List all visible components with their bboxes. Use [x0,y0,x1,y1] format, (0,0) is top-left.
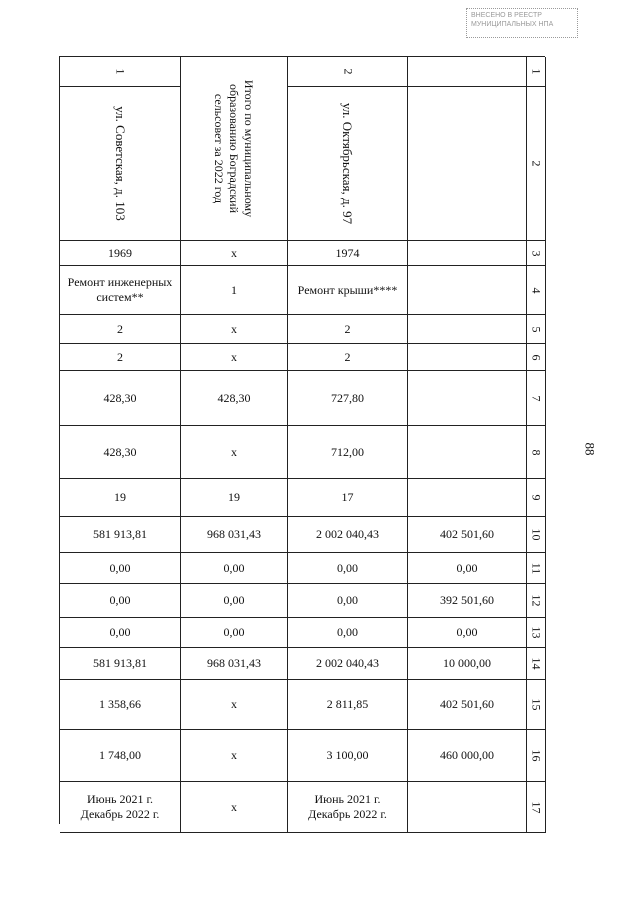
cell-value: 0,00 [109,593,131,607]
table-cell [408,553,527,584]
table-cell [408,782,527,833]
page-number: 88 [582,442,598,456]
table-cell [288,371,408,426]
cell-value: х [231,799,237,814]
table-cell [408,371,527,426]
table-cell [408,584,527,618]
cell-line: систем** [96,290,144,304]
col-2-header [212,80,257,217]
table-cell [181,344,288,371]
row-index-cell [527,266,546,315]
row-index-cell [527,782,546,833]
row-index-cell [527,648,546,680]
row-index: 13 [529,626,544,639]
table-cell [181,618,288,648]
table-cell [60,782,181,833]
cell-value: 0,00 [456,560,478,575]
stamp-line-2: МУНИЦИПАЛЬНЫХ НПА [471,21,554,28]
cell-value: 0,00 [337,593,358,607]
table-cell [408,730,527,782]
registry-stamp [466,8,578,38]
table-cell [60,730,181,782]
index-header: 2 [529,160,544,167]
col-1-header: ул. Советская, д. 103 [112,106,128,221]
cell-value: 0,00 [223,593,245,607]
cell-multiline [308,792,387,822]
row-index-cell [527,584,546,618]
table-cell [288,344,408,371]
table-cell [288,618,408,648]
table-cell [288,553,408,584]
cell-value: 19 [114,490,126,504]
table-cell [181,553,288,584]
table-cell [288,782,408,833]
col-3-header-cell [288,87,408,241]
row-index-cell [527,553,546,584]
cell-value: х [231,697,237,711]
cell-value: 2 811,85 [326,697,369,711]
table-cell [288,426,408,479]
row-index-cell [527,479,546,517]
data-table [59,56,545,824]
table-cell [181,648,288,680]
table-cell [288,680,408,730]
row-index: 14 [529,657,544,670]
table-cell [181,241,288,266]
table-cell [181,517,288,553]
row-index: 17 [529,801,544,813]
table-cell [288,584,408,618]
row-index: 7 [529,395,544,401]
cell-value: 402 501,60 [440,697,494,711]
cell-value: 2 002 040,43 [316,656,379,670]
index-top: 1 [529,68,544,75]
row-index-cell [527,241,546,266]
cell-value: х [231,444,237,459]
table-cell [60,680,181,730]
table-cell [408,618,527,648]
cell-line: Ремонт инженерных [67,275,173,289]
row-index: 4 [529,287,544,293]
cell-line: Декабрь 2022 г. [80,807,160,821]
table-cell [60,517,181,553]
cell-value: 2 [344,349,351,364]
row-index: 10 [529,528,544,541]
cell-value: 392 501,60 [440,593,494,607]
cell-value: х [231,321,237,336]
cell-value: х [231,245,237,260]
table-cell [408,479,527,517]
table-cell [408,315,527,344]
cell-value: 712,00 [331,444,364,459]
table-cell [288,648,408,680]
cell-value: 10 000,00 [443,656,491,670]
table-cell [288,517,408,553]
table-cell [181,782,288,833]
cell-value: 428,30 [217,390,251,405]
cell-value: 581 913,81 [93,527,147,541]
cell-value: 1 748,00 [99,748,141,762]
table-cell [408,266,527,315]
table-cell [60,584,181,618]
col-3-number: 2 [341,68,355,75]
table-cell [288,479,408,517]
row-index-cell [527,371,546,426]
cell-value: 17 [341,490,354,504]
table-cell [288,241,408,266]
cell-value: 581 913,81 [93,656,147,670]
row-index: 3 [529,250,544,256]
cell-value: 1974 [335,245,360,260]
row-index: 12 [529,594,544,607]
row-index-cell [527,517,546,553]
cell-value: 0,00 [223,560,245,575]
cell-multiline [81,792,160,822]
table-cell [181,315,288,344]
col-1-number: 1 [113,68,128,75]
table-cell [60,618,181,648]
cell-value: 402 501,60 [440,527,494,541]
table-cell [408,517,527,553]
row-index: 16 [529,749,544,762]
row-index-cell [527,618,546,648]
cell-value: 0,00 [337,560,358,575]
cell-value: 2 [344,321,351,336]
table-cell [408,680,527,730]
index-top-cell [527,57,546,87]
table-cell [60,426,181,479]
table-cell [181,426,288,479]
cell-value: 2 [117,321,123,336]
table-cell [288,730,408,782]
cell-multiline [68,275,173,305]
row-index: 9 [529,494,544,501]
table-cell [60,344,181,371]
table-cell [288,266,408,315]
table-cell [60,315,181,344]
row-index: 6 [529,354,544,360]
table-cell [60,371,181,426]
row-index: 11 [529,562,544,574]
table-cell [408,648,527,680]
cell-value: 1 358,66 [99,697,141,711]
cell-value: 19 [228,490,240,504]
table-cell [60,648,181,680]
cell-value: х [231,349,237,364]
table-cell [408,426,527,479]
table-cell [181,266,288,315]
cell-value: Ремонт крыши**** [297,282,398,297]
index-header-cell [527,87,546,241]
col-2-header-line-3: сельсовет за 2022 год [212,93,227,204]
cell-value: 2 [117,349,123,364]
table-cell [60,241,181,266]
table-cell [60,553,181,584]
table-cell [181,680,288,730]
cell-line: Июнь 2021 г. [314,792,381,806]
cell-value: 428,30 [103,390,137,405]
cell-value: 1969 [108,245,132,260]
col-4-header-cell [408,87,527,241]
table-cell [408,344,527,371]
cell-value: 428,30 [103,444,137,459]
col-2-header-line-1: Итого по муниципальному [242,79,257,218]
row-index-cell [527,344,546,371]
row-index: 8 [529,449,544,455]
table-cell [181,730,288,782]
col-2-header-cell [181,57,288,241]
cell-value: 727,80 [331,390,364,405]
col-3-header: ул. Октябрьская, д. 97 [340,102,356,225]
cell-value: 0,00 [223,625,245,639]
row-index-cell [527,680,546,730]
cell-line: Декабрь 2022 г. [308,807,387,821]
col-2-header-line-2: образованию Боградский [227,84,242,213]
table-cell [60,479,181,517]
col-3-number-cell [288,57,408,87]
table-cell [181,584,288,618]
cell-value: 968 031,43 [207,527,261,541]
table-cell [181,371,288,426]
cell-value: 0,00 [337,625,358,639]
row-index-cell [527,315,546,344]
cell-value: 2 002 040,43 [316,527,379,541]
stamp-line-1: ВНЕСЕНО В РЕЕСТР [471,12,542,19]
table-cell [181,479,288,517]
cell-value: 3 100,00 [326,748,369,762]
cell-value: х [231,748,237,762]
row-index-cell [527,730,546,782]
col-1-header-cell [60,87,181,241]
row-index-cell [527,426,546,479]
cell-value: 968 031,43 [207,656,261,670]
table-cell [60,266,181,315]
cell-line: Июнь 2021 г. [86,792,154,806]
table-cell [408,241,527,266]
cell-value: 0,00 [456,625,478,639]
cell-value: 0,00 [109,625,131,639]
cell-value: 1 [231,282,237,297]
col-1-number-cell [60,57,181,87]
cell-value: 460 000,00 [440,748,494,762]
table-cell [288,315,408,344]
cell-value: 0,00 [109,560,131,575]
row-index: 15 [529,698,544,711]
col-4-number-cell [408,57,527,87]
row-index: 5 [529,326,544,332]
